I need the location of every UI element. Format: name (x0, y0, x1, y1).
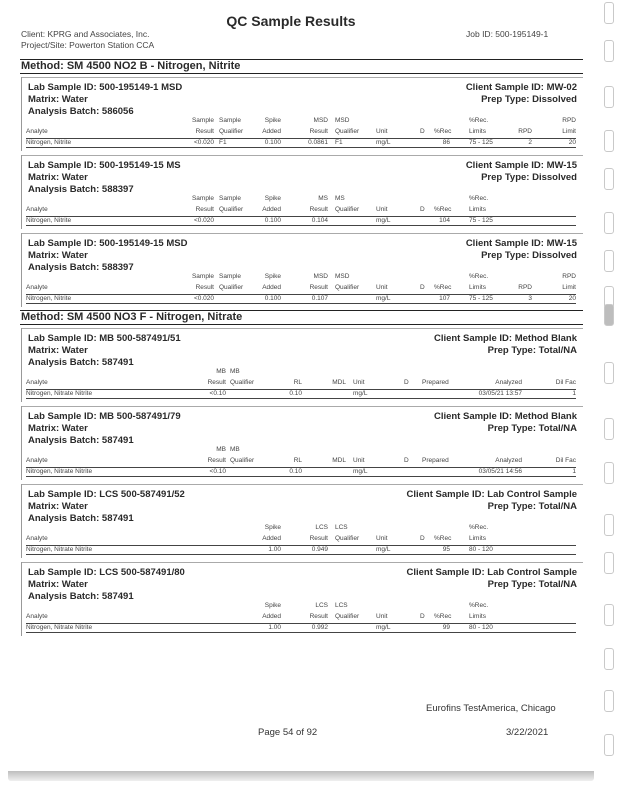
col-header: Analyte (26, 379, 48, 386)
matrix: Matrix: Water (28, 345, 88, 356)
lab-sample-id: Lab Sample ID: MB 500-587491/51 (28, 333, 181, 344)
table-cell: 1.00 (268, 624, 281, 631)
prep-type: Prep Type: Dissolved (481, 172, 577, 183)
page-tab[interactable] (604, 604, 614, 626)
col-header: Prepared (422, 457, 449, 464)
matrix: Matrix: Water (28, 579, 88, 590)
col-header: %Rec. (469, 602, 489, 609)
client-sample-id: Client Sample ID: Lab Control Sample (406, 489, 577, 500)
col-header: LCS (315, 524, 328, 531)
qc-section (21, 77, 583, 151)
col-header: Analyzed (495, 379, 522, 386)
col-header: Result (195, 284, 214, 291)
page-tab[interactable] (604, 130, 614, 152)
matrix: Matrix: Water (28, 250, 88, 261)
analyte: Nitrogen, Nitrate Nitrite (26, 624, 93, 631)
col-header: Result (309, 613, 328, 620)
table-cell: mg/L (376, 624, 391, 631)
col-header: %Rec (434, 206, 452, 213)
lab-sample-id: Lab Sample ID: LCS 500-587491/80 (28, 567, 185, 578)
table-cell: 0.949 (311, 546, 328, 553)
matrix: Matrix: Water (28, 501, 88, 512)
table-cell: mg/L (376, 217, 391, 224)
table-cell: 75 - 125 (469, 295, 493, 302)
analysis-batch: Analysis Batch: 587491 (28, 591, 134, 602)
col-header: RL (293, 457, 302, 464)
page-tab[interactable] (604, 648, 614, 670)
col-header: MS (318, 195, 328, 202)
lab-sample-id: Lab Sample ID: MB 500-587491/79 (28, 411, 181, 422)
col-header: Qualifier (335, 206, 360, 213)
qc-section (21, 233, 583, 307)
page-tab[interactable] (604, 212, 614, 234)
prep-type: Prep Type: Dissolved (481, 94, 577, 105)
table-cell: <0.020 (193, 139, 214, 146)
table-cell: 3 (528, 295, 532, 302)
col-header: MDL (332, 379, 346, 386)
page-tab[interactable] (604, 250, 614, 272)
table-cell: 75 - 125 (469, 139, 493, 146)
col-header: Sample (191, 195, 214, 202)
matrix: Matrix: Water (28, 423, 88, 434)
prep-type: Prep Type: Total/NA (487, 579, 577, 590)
prep-type: Prep Type: Total/NA (487, 423, 577, 434)
col-header: Analyzed (495, 457, 522, 464)
col-header: Qualifier (335, 535, 360, 542)
col-header: %Rec. (469, 117, 489, 124)
table-cell: mg/L (376, 295, 391, 302)
col-header: Analyte (26, 128, 48, 135)
col-header: Sample (219, 195, 242, 202)
col-header: MB (216, 368, 226, 375)
col-header: Unit (376, 206, 388, 213)
col-header: D (404, 379, 409, 386)
col-header: Limits (469, 206, 486, 213)
table-cell: <0.020 (193, 295, 214, 302)
prep-type: Prep Type: Total/NA (487, 501, 577, 512)
col-header: D (420, 535, 425, 542)
table-cell: <0.020 (193, 217, 214, 224)
table-cell: 107 (439, 295, 450, 302)
lab-name: Eurofins TestAmerica, Chicago (426, 703, 556, 714)
col-header: D (420, 128, 425, 135)
client-name: Client: KPRG and Associates, Inc. (21, 29, 150, 39)
page-tab[interactable] (604, 362, 614, 384)
table-cell: mg/L (376, 139, 391, 146)
page-tab-active[interactable] (604, 304, 614, 326)
col-header: %Rec. (469, 195, 489, 202)
lab-sample-id: Lab Sample ID: 500-195149-15 MSD (28, 238, 188, 249)
page-shadow (8, 771, 594, 781)
col-header: Added (262, 206, 281, 213)
project-site: Project/Site: Powerton Station CCA (21, 40, 155, 50)
col-header: LCS (335, 602, 348, 609)
analyte: Nitrogen, Nitrite (26, 217, 72, 224)
col-header: Limit (562, 128, 576, 135)
job-id: Job ID: 500-195149-1 (466, 29, 549, 39)
client-sample-id: Client Sample ID: MW-15 (465, 160, 577, 171)
col-header: Result (195, 128, 214, 135)
col-header: Limits (469, 284, 486, 291)
analysis-batch: Analysis Batch: 586056 (28, 106, 134, 117)
col-header: D (420, 284, 425, 291)
page-tabs (604, 0, 618, 790)
col-header: Sample (191, 117, 214, 124)
table-cell: 0.0861 (308, 139, 328, 146)
col-header: Spike (264, 273, 281, 280)
col-header: Spike (264, 195, 281, 202)
col-header: %Rec. (469, 524, 489, 531)
col-header: Limits (469, 128, 486, 135)
col-header: Added (262, 613, 281, 620)
client-sample-id: Client Sample ID: MW-02 (465, 82, 577, 93)
col-header: %Rec (434, 613, 452, 620)
lab-sample-id: Lab Sample ID: LCS 500-587491/52 (28, 489, 185, 500)
page-tab[interactable] (604, 462, 614, 484)
col-header: Limit (562, 284, 576, 291)
page-tab[interactable] (604, 690, 614, 712)
page-title: QC Sample Results (226, 13, 356, 29)
table-cell: 0.100 (264, 217, 281, 224)
col-header: Limits (469, 535, 486, 542)
col-header: Analyte (26, 535, 48, 542)
report-date: 3/22/2021 (506, 727, 549, 738)
col-header: %Rec. (469, 273, 489, 280)
table-cell: 1 (572, 390, 576, 397)
col-header: MB (230, 446, 240, 453)
page-number: Page 54 of 92 (258, 727, 318, 738)
table-cell: 1 (572, 468, 576, 475)
table-cell: mg/L (376, 546, 391, 553)
analyte: Nitrogen, Nitrite (26, 139, 72, 146)
col-header: Spike (264, 602, 281, 609)
table-cell: 86 (442, 139, 450, 146)
table-cell: mg/L (353, 390, 368, 397)
col-header: %Rec (434, 535, 452, 542)
page-tab[interactable] (604, 40, 614, 62)
lab-sample-id: Lab Sample ID: 500-195149-15 MS (28, 160, 181, 171)
col-header: Unit (376, 535, 388, 542)
col-header: MSD (335, 273, 350, 280)
col-header: Result (309, 128, 328, 135)
col-header: Unit (376, 613, 388, 620)
col-header: Qualifier (335, 613, 360, 620)
analysis-batch: Analysis Batch: 588397 (28, 262, 134, 273)
col-header: RPD (562, 117, 576, 124)
col-header: Result (207, 379, 226, 386)
col-header: Spike (264, 524, 281, 531)
col-header: Result (309, 535, 328, 542)
page-tab[interactable] (604, 734, 614, 756)
col-header: Spike (264, 117, 281, 124)
col-header: Qualifier (230, 457, 255, 464)
analysis-batch: Analysis Batch: 587491 (28, 513, 134, 524)
page-tab[interactable] (604, 2, 614, 24)
table-cell: 80 - 120 (469, 546, 493, 553)
prep-type: Prep Type: Total/NA (487, 345, 577, 356)
table-cell: 80 - 120 (469, 624, 493, 631)
analysis-batch: Analysis Batch: 587491 (28, 357, 134, 368)
table-cell: 2 (528, 139, 532, 146)
qc-section (21, 328, 583, 402)
table-cell: 0.104 (311, 217, 328, 224)
table-cell: 1.00 (268, 546, 281, 553)
analysis-batch: Analysis Batch: 588397 (28, 184, 134, 195)
col-header: Sample (219, 273, 242, 280)
qc-section (21, 155, 583, 229)
client-sample-id: Client Sample ID: MW-15 (465, 238, 577, 249)
col-header: LCS (335, 524, 348, 531)
col-header: Qualifier (230, 379, 255, 386)
analyte: Nitrogen, Nitrite (26, 295, 72, 302)
table-cell: 0.107 (311, 295, 328, 302)
table-cell: 20 (568, 139, 576, 146)
col-header: Qualifier (335, 128, 360, 135)
col-header: Result (309, 206, 328, 213)
col-header: Analyte (26, 284, 48, 291)
col-header: MDL (332, 457, 346, 464)
table-cell: mg/L (353, 468, 368, 475)
col-header: Prepared (422, 379, 449, 386)
col-header: MSD (313, 273, 328, 280)
table-cell: <0.10 (209, 390, 226, 397)
table-cell: 75 - 125 (469, 217, 493, 224)
col-header: Added (262, 284, 281, 291)
table-cell: 104 (439, 217, 450, 224)
col-header: MSD (313, 117, 328, 124)
col-header: Result (207, 457, 226, 464)
page-tab[interactable] (604, 86, 614, 108)
col-header: D (404, 457, 409, 464)
table-cell: 95 (442, 546, 450, 553)
analyte: Nitrogen, Nitrate Nitrite (26, 546, 93, 553)
col-header: MB (216, 446, 226, 453)
table-cell: 0.992 (311, 624, 328, 631)
col-header: MB (230, 368, 240, 375)
col-header: Result (195, 206, 214, 213)
col-header: Added (262, 535, 281, 542)
analysis-batch: Analysis Batch: 587491 (28, 435, 134, 446)
col-header: %Rec (434, 284, 452, 291)
col-header: Qualifier (219, 284, 244, 291)
analyte: Nitrogen, Nitrate Nitrite (26, 468, 93, 475)
client-sample-id: Client Sample ID: Method Blank (433, 333, 577, 344)
col-header: Analyte (26, 457, 48, 464)
col-header: Qualifier (219, 128, 244, 135)
col-header: LCS (315, 602, 328, 609)
page-tab[interactable] (604, 514, 614, 536)
qc-section (21, 406, 583, 480)
prep-type: Prep Type: Dissolved (481, 250, 577, 261)
table-cell: F1 (219, 139, 227, 146)
col-header: Analyte (26, 613, 48, 620)
table-cell: 99 (442, 624, 450, 631)
col-header: Qualifier (335, 284, 360, 291)
col-header: RL (293, 379, 302, 386)
matrix: Matrix: Water (28, 172, 88, 183)
table-cell: 0.100 (264, 139, 281, 146)
col-header: Qualifier (219, 206, 244, 213)
qc-section (21, 484, 583, 558)
col-header: MSD (335, 117, 350, 124)
col-header: D (420, 613, 425, 620)
col-header: MS (335, 195, 345, 202)
table-cell: 03/05/21 14:56 (478, 468, 522, 475)
col-header: RPD (518, 284, 532, 291)
table-cell: 0.10 (289, 390, 302, 397)
col-header: RPD (562, 273, 576, 280)
col-header: Analyte (26, 206, 48, 213)
analyte: Nitrogen, Nitrate Nitrite (26, 390, 93, 397)
table-cell: <0.10 (209, 468, 226, 475)
col-header: Unit (376, 284, 388, 291)
col-header: Sample (191, 273, 214, 280)
page-tab[interactable] (604, 552, 614, 574)
client-sample-id: Client Sample ID: Lab Control Sample (406, 567, 577, 578)
method-heading-nitrate: Method: SM 4500 NO3 F - Nitrogen, Nitrate (20, 310, 583, 325)
page-tab[interactable] (604, 168, 614, 190)
col-header: Dil Fac (555, 379, 576, 386)
qc-section (21, 562, 583, 636)
table-cell: F1 (335, 139, 343, 146)
client-sample-id: Client Sample ID: Method Blank (433, 411, 577, 422)
method-heading-nitrite: Method: SM 4500 NO2 B - Nitrogen, Nitrite (20, 59, 583, 74)
col-header: Unit (376, 128, 388, 135)
table-cell: 0.100 (264, 295, 281, 302)
col-header: Sample (219, 117, 242, 124)
page-tab[interactable] (604, 418, 614, 440)
col-header: Dil Fac (555, 457, 576, 464)
col-header: Unit (353, 457, 365, 464)
table-cell: 03/05/21 13:57 (478, 390, 522, 397)
col-header: D (420, 206, 425, 213)
col-header: RPD (518, 128, 532, 135)
table-cell: 20 (568, 295, 576, 302)
col-header: Unit (353, 379, 365, 386)
lab-sample-id: Lab Sample ID: 500-195149-1 MSD (28, 82, 183, 93)
col-header: Limits (469, 613, 486, 620)
matrix: Matrix: Water (28, 94, 88, 105)
col-header: Result (309, 284, 328, 291)
col-header: %Rec (434, 128, 452, 135)
table-cell: 0.10 (289, 468, 302, 475)
col-header: Added (262, 128, 281, 135)
